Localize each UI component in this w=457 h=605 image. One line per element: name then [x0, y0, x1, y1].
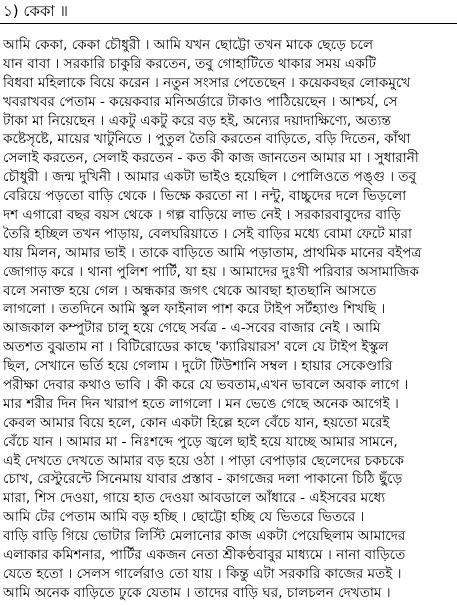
text-line: অতশত বুঝতাম না । বিটিরোডের কাছে 'ক্যারিয়ারস' বলে যে টাইপ ইস্কুল: [3, 339, 389, 356]
text-line: যায় মিলন, আমার ভাই । তাকে বাড়িতে আমি পড়াতাম, প্রাথমিক মানের বইপত্র: [3, 244, 422, 261]
text-line: জোগাড় করে । থানা পুলিশ পার্টি, যা হয় । আমাদের দুঃখী পরিবার অসামাজিক: [3, 263, 419, 280]
chapter-heading: ১) কেকা ॥: [3, 2, 69, 20]
text-line: বেঁচে যান । আমার মা - নিঃশব্দে পুড়ে জ্বলে ছাই হয়ে যাচ্ছে আমার সামনে,: [3, 433, 398, 450]
text-line: আমি অনেক বাড়িতে ঢুকে যেতাম । তাদের বাড়ি ঘর, চালচলন দেখতাম ।: [3, 584, 391, 601]
text-line: ছিল, সেখানে ভর্তি হয়ে গেলাম । দুটো টিউশানি সম্বল । হায়ার সেকেণ্ডারি: [3, 358, 393, 375]
text-line: টাকা মা নিয়েছেন । একটু একটু করে বড় হই, অন্যের দয়াদাক্ষিণ্যে, অত্যন্ত: [3, 112, 391, 129]
text-line: চৌধুরী । জন্ম দুখিনী । আমার একটা ভাইও হয়েছিল । পোলিওতে পঙ্গু । তবু: [3, 169, 417, 186]
text-line: মার শরীর দিন দিন খারাপ হতে লাগলো । মন ভেঙে গেছে অনেক আগেই ।: [3, 395, 399, 412]
text-line: সেলাই করতেন, সেলাই করতেন - কত কী কাজ জানতেন আমার মা । সুধারানী: [3, 150, 419, 167]
text-line: চোখ, রেস্টুরেন্টে সিনেমায় যাবার প্রস্তাব - কাগজের দলা পাকানো চিঠি ছুঁড়ে: [3, 471, 403, 488]
text-line: কেবল আমার বিয়ে হলে, কোন একটা হিল্লে হলে বেঁচে যান, হয়তো মরেই: [3, 414, 390, 431]
text-line: আমি কেকা, কেকা চৌধুরী । আমি যখন ছোট্টো তখন মাকে ছেড়ে চলে: [3, 37, 374, 53]
text-line: মারা, শিস দেওয়া, গায়ে হাত দেওয়া আবডালে আঁধারে - এইসবের মধ্যে: [3, 490, 386, 507]
text-line: বাড়ি বাড়ি গিয়ে ভোটার লিস্টি মেলানোর কাজ একটা পেয়েছিলাম আমাদের: [3, 528, 406, 545]
text-line: কষ্টেসৃষ্টে, মায়ের খাটুনিতে । পুতুল তৈরি করতেন বাড়িতে, বড়ি দিতেন, কাঁথা: [3, 131, 411, 148]
text-line: যেতে হতো । সেলস গার্লেরাও তো যায় । কিন্তু এটা সরকারি কাজের মতই ।: [3, 565, 402, 582]
text-line: লাগলো । ততদিনে আমি স্কুল ফাইনাল পাশ করে টাইপ সর্টহ্যাণ্ড শিখছি ।: [3, 301, 386, 318]
text-line: তৈরি হচ্ছিল তখন পাড়ায়, বেলঘরিয়াতে । সেই বাড়ির মধ্যে বোমা ফেটে মারা: [3, 225, 412, 242]
text-line: এই দেখতে দেখতে আমার বড় হয়ে ওঠা । পাড়া বেপাড়ার ছেলেদের চকচকে: [3, 452, 404, 469]
heading-divider: [0, 23, 457, 24]
text-line: দশ এগারো বছর বয়স থেকে । গল্প বাড়িয়ে লাভ নেই । সরকারবাবুদের বাড়ি: [3, 207, 401, 224]
text-line: বলে সনাক্ত হয়ে গেল । অন্ধকার জগৎ থেকে আবছা হাতছানি আসতে: [3, 282, 377, 299]
text-line: বিধবা মহিলাকে বিয়ে করেন । নতুন সংসার পেতেছেন । কয়েকবছর লোকমুখে: [3, 74, 411, 91]
text-line: যান বাবা । সরকারি চাকুরি করতেন, তবু গোহাটিতে থাকার সময় একটি: [3, 55, 377, 72]
text-line: আমি টের পেতাম আমি বড় হচ্ছি । ছোট্টো হচ্ছি যে ভিতরে ভিতরে ।: [3, 509, 365, 526]
text-line: এলাকার কমিশনার, পার্টির একজন নেতা শ্রীকণ্ঠবাবুর মাধ্যমে । নানা বাড়িতে: [3, 547, 406, 564]
text-line: আজকাল কম্পুটার চালু হয়ে গেছে সর্বত্র - এ-সবের বাজার নেই । আমি: [3, 320, 381, 337]
text-line: খবরাখবর পেতাম - কয়েকবার মনিঅর্ডারে টাকাও পাঠিয়েছেন । আশ্চর্য, সে: [3, 93, 398, 110]
text-line: বেরিয়ে পড়তো বাড়ি থেকে । ভিক্ষে করতো না । নন্টু, বাচ্চুদের দলে ভিড়লো: [3, 188, 407, 205]
text-line: পরীক্ষা দেবার কথাও ভাবি । কী করে যে ভবতাম,এখন ভাবলে অবাক লাগে ।: [3, 377, 409, 394]
body-text: [3, 36, 455, 603]
